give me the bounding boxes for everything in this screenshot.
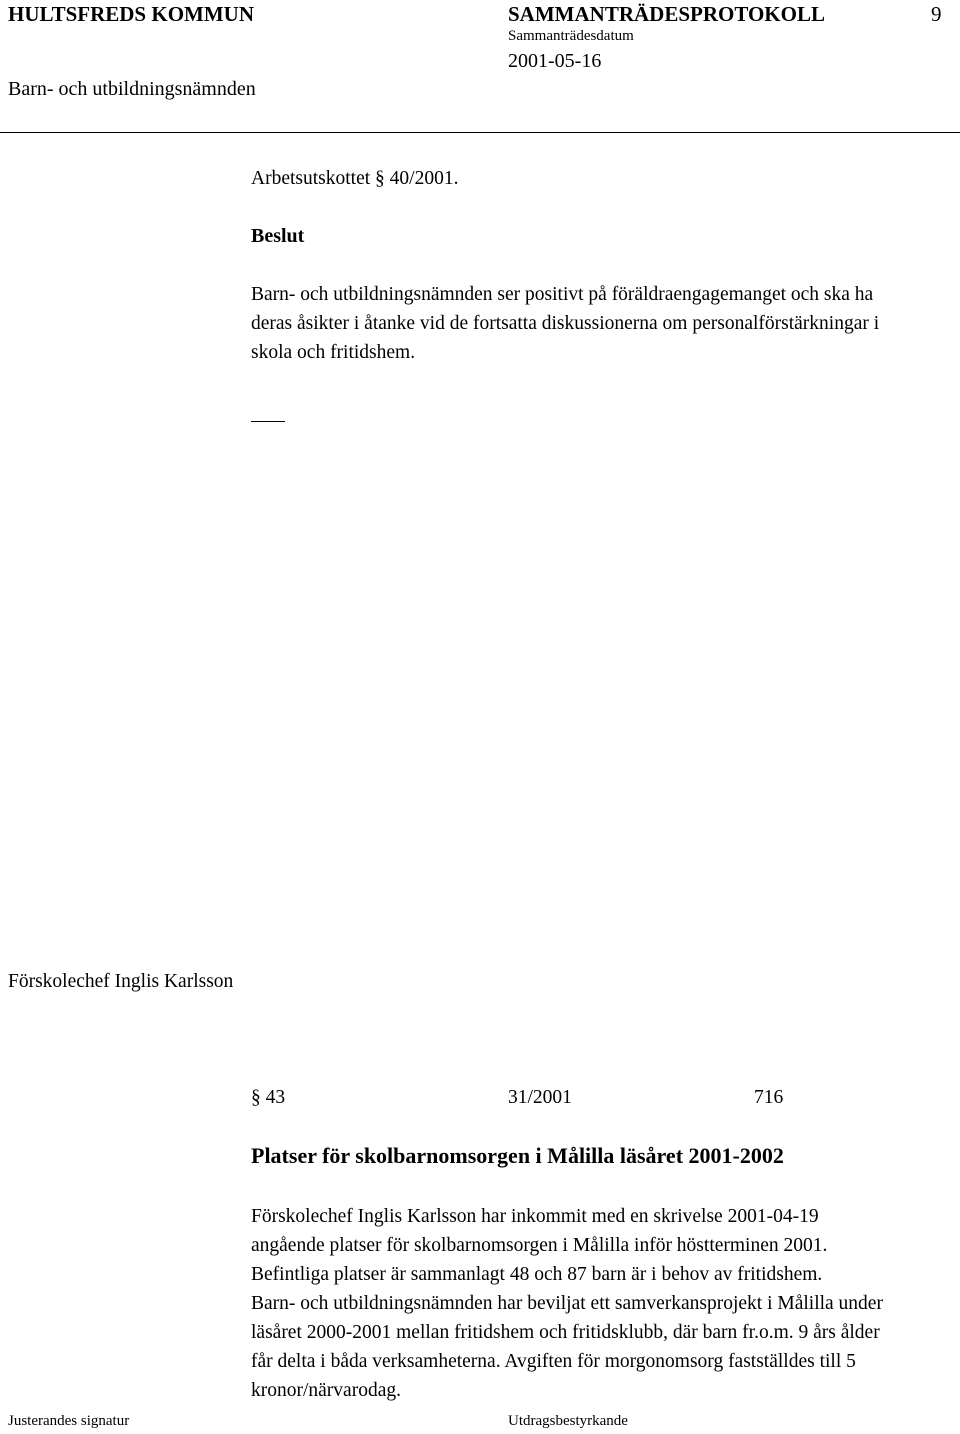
board-name: Barn- och utbildningsnämnden	[8, 78, 256, 100]
body-line: Befintliga platser är sammanlagt 48 och 87 barn är i behov av fritidshem.	[251, 1264, 823, 1285]
decision-line: deras åsikter i åtanke vid de fortsatta diskussionerna om personalförstärkningar i	[251, 313, 880, 334]
body-line: får delta i båda verksamheterna. Avgiften för morgonomsorg fastställdes till 5	[251, 1351, 856, 1372]
decision-line: Barn- och utbildningsnämnden ser positivt på föräldraengagemanget och ska ha	[251, 284, 874, 305]
header-divider	[0, 132, 960, 133]
signature-label: Justerandes signatur	[8, 1413, 130, 1429]
document-type: SAMMANTRÄDESPROTOKOLL	[508, 2, 825, 26]
section-title: Platser för skolbarnomsorgen i Målilla läsåret 2001-2002	[251, 1143, 784, 1168]
distribution-recipient: Förskolechef Inglis Karlsson	[8, 971, 234, 992]
section-end-rule	[251, 421, 285, 422]
decision-heading: Beslut	[251, 225, 305, 247]
body-line: läsåret 2000-2001 mellan fritidshem och fritidsklubb, där barn fr.o.m. 9 års ålder	[251, 1322, 880, 1343]
case-number: 31/2001	[508, 1087, 572, 1108]
date-label: Sammanträdesdatum	[508, 28, 634, 44]
decision-line: skola och fritidshem.	[251, 342, 416, 363]
body-line: Barn- och utbildningsnämnden har beviljat ett samverkansprojekt i Målilla under	[251, 1293, 883, 1314]
paragraph-number: § 43	[251, 1087, 286, 1108]
reference-line: Arbetsutskottet § 40/2001.	[251, 168, 459, 189]
body-line: angående platser för skolbarnomsorgen i Målilla inför höstterminen 2001.	[251, 1235, 828, 1256]
certification-label: Utdragsbestyrkande	[508, 1413, 628, 1429]
meeting-date: 2001-05-16	[508, 50, 602, 72]
municipality-name: HULTSFREDS KOMMUN	[8, 2, 255, 26]
body-line: kronor/närvarodag.	[251, 1380, 401, 1401]
page-number: 9	[931, 2, 942, 26]
case-code: 716	[754, 1087, 784, 1108]
body-line: Förskolechef Inglis Karlsson har inkommit med en skrivelse 2001-04-19	[251, 1206, 819, 1227]
